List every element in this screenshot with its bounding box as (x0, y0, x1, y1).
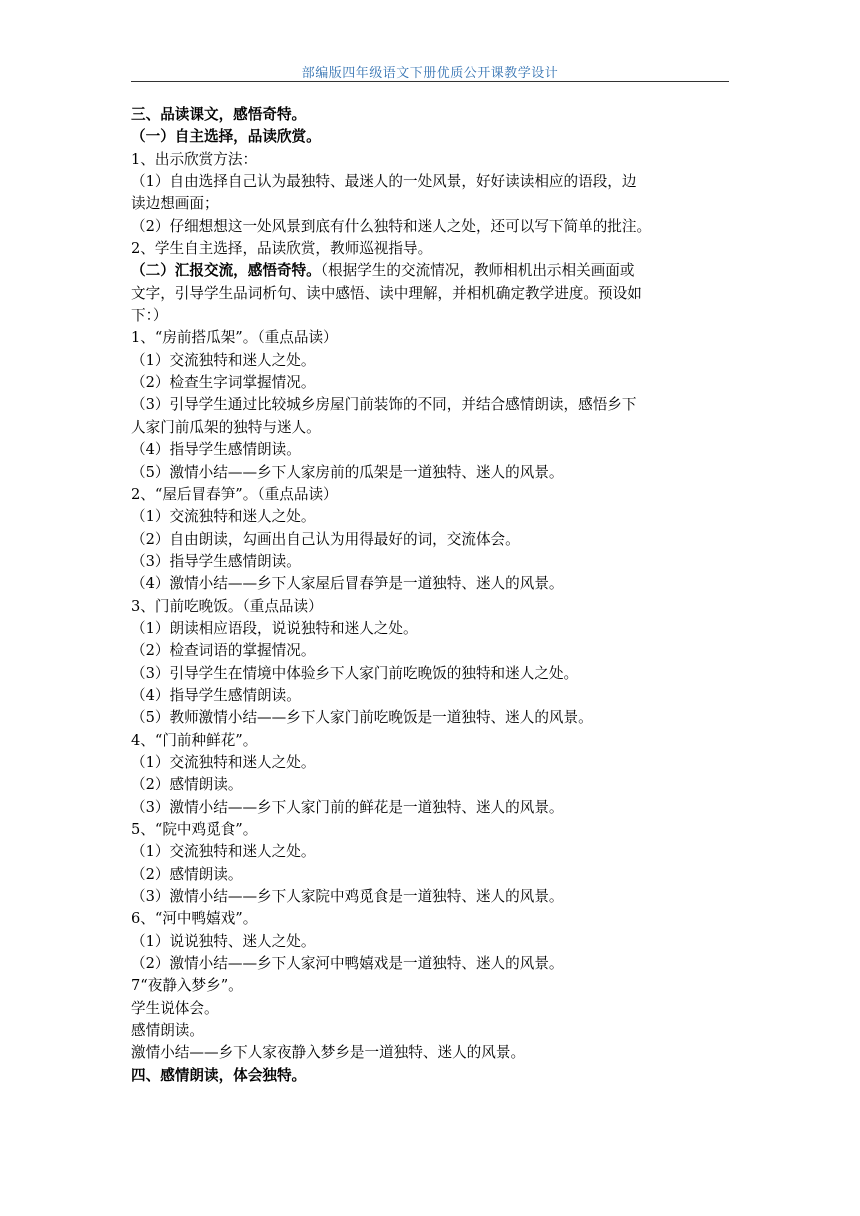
text-line: （1）自由选择自己认为最独特、最迷人的一处风景，好好读读相应的语段，边 (131, 173, 637, 191)
text-line: （1）交流独特和迷人之处。 (131, 351, 316, 369)
text-line: （3）引导学生在情境中体验乡下人家门前吃晚饭的独特和迷人之处。 (131, 664, 579, 682)
text-line: （2）检查生字词掌握情况。 (131, 374, 316, 392)
text-line: 4、“门前种鲜花”。 (131, 731, 258, 749)
text-line: 学生说体会。 (131, 999, 219, 1017)
text-line: （2）自由朗读，勾画出自己认为用得最好的词，交流体会。 (131, 530, 520, 548)
text-line: 2、学生自主选择，品读欣赏，教师巡视指导。 (131, 240, 433, 258)
text-line: 1、出示欣赏方法： (131, 150, 258, 168)
section-heading-3: 三、品读课文，感悟奇特。 (131, 106, 307, 123)
subsection-heading-1: （一）自主选择，品读欣赏。 (131, 128, 321, 146)
text-line: 下：） (131, 307, 168, 325)
text-line: （2）感情朗读。 (131, 865, 243, 883)
text-line: 1、“房前搭瓜架”。（重点品读） (131, 329, 338, 347)
text-line: 5、“院中鸡觅食”。 (131, 821, 258, 838)
text-line: （1）朗读相应语段，说说独特和迷人之处。 (131, 619, 418, 637)
text-line: （2）感情朗读。 (131, 776, 243, 794)
page-header-title: 部编版四年级语文下册优质公开课教学设计 (301, 66, 559, 81)
text-line: 感情朗读。 (131, 1022, 204, 1040)
text-line: （1）交流独特和迷人之处。 (131, 508, 316, 526)
text-line: 激情小结——乡下人家夜静入梦乡是一道独特、迷人的风景。 (131, 1044, 526, 1062)
text-line: 文字，引导学生品词析句、读中感悟、读中理解，并相机确定教学进度。预设如 (131, 284, 642, 302)
text-line: （3）指导学生感情朗读。 (131, 552, 301, 570)
text-line: 7“夜静入梦乡”。 (131, 977, 243, 995)
text-line: （2）激情小结——乡下人家河中鸭嬉戏是一道独特、迷人的风景。 (131, 955, 564, 973)
text-line: （3）引导学生通过比较城乡房屋门前装饰的不同，并结合感情朗读，感悟乡下 (131, 396, 637, 414)
text-line: （5）教师激情小结——乡下人家门前吃晚饭是一道独特、迷人的风景。 (131, 709, 593, 727)
subsection-heading-2-note: （根据学生的交流情况，教师相机出示相关画面或 (320, 262, 635, 280)
text-line: （5）激情小结——乡下人家房前的瓜架是一道独特、迷人的风景。 (131, 463, 564, 481)
document-body (131, 104, 729, 1087)
text-line: 2、“屋后冒春笋”。（重点品读） (131, 485, 338, 503)
text-line: 3、门前吃晚饭。（重点品读） (131, 597, 323, 615)
text-line: （4）指导学生感情朗读。 (131, 686, 301, 704)
subsection-heading-2 (131, 260, 729, 282)
text-line: 6、“河中鸭嬉戏”。 (131, 910, 258, 928)
text-line: （2）检查词语的掌握情况。 (131, 642, 316, 660)
text-line: （1）交流独特和迷人之处。 (131, 843, 316, 861)
section-heading-4: 四、感情朗读，体会独特。 (131, 1066, 307, 1084)
text-line: （2）仔细想想这一处风景到底有什么独特和迷人之处，还可以写下简单的批注。 (131, 217, 652, 235)
text-line: （3）激情小结——乡下人家门前的鲜花是一道独特、迷人的风景。 (131, 798, 564, 816)
text-line: 人家门前瓜架的独特与迷人。 (131, 418, 321, 436)
text-line: （4）指导学生感情朗读。 (131, 441, 301, 459)
text-line: （1）说说独特、迷人之处。 (131, 932, 316, 950)
text-line: （3）激情小结——乡下人家院中鸡觅食是一道独特、迷人的风景。 (131, 888, 564, 906)
text-line: （1）交流独特和迷人之处。 (131, 753, 316, 771)
header-rule (131, 81, 729, 82)
text-line: （4）激情小结——乡下人家屋后冒春笋是一道独特、迷人的风景。 (131, 575, 564, 593)
text-line: 读边想画面； (131, 195, 219, 213)
subsection-heading-2-title: （二）汇报交流，感悟奇特。 (131, 262, 321, 280)
